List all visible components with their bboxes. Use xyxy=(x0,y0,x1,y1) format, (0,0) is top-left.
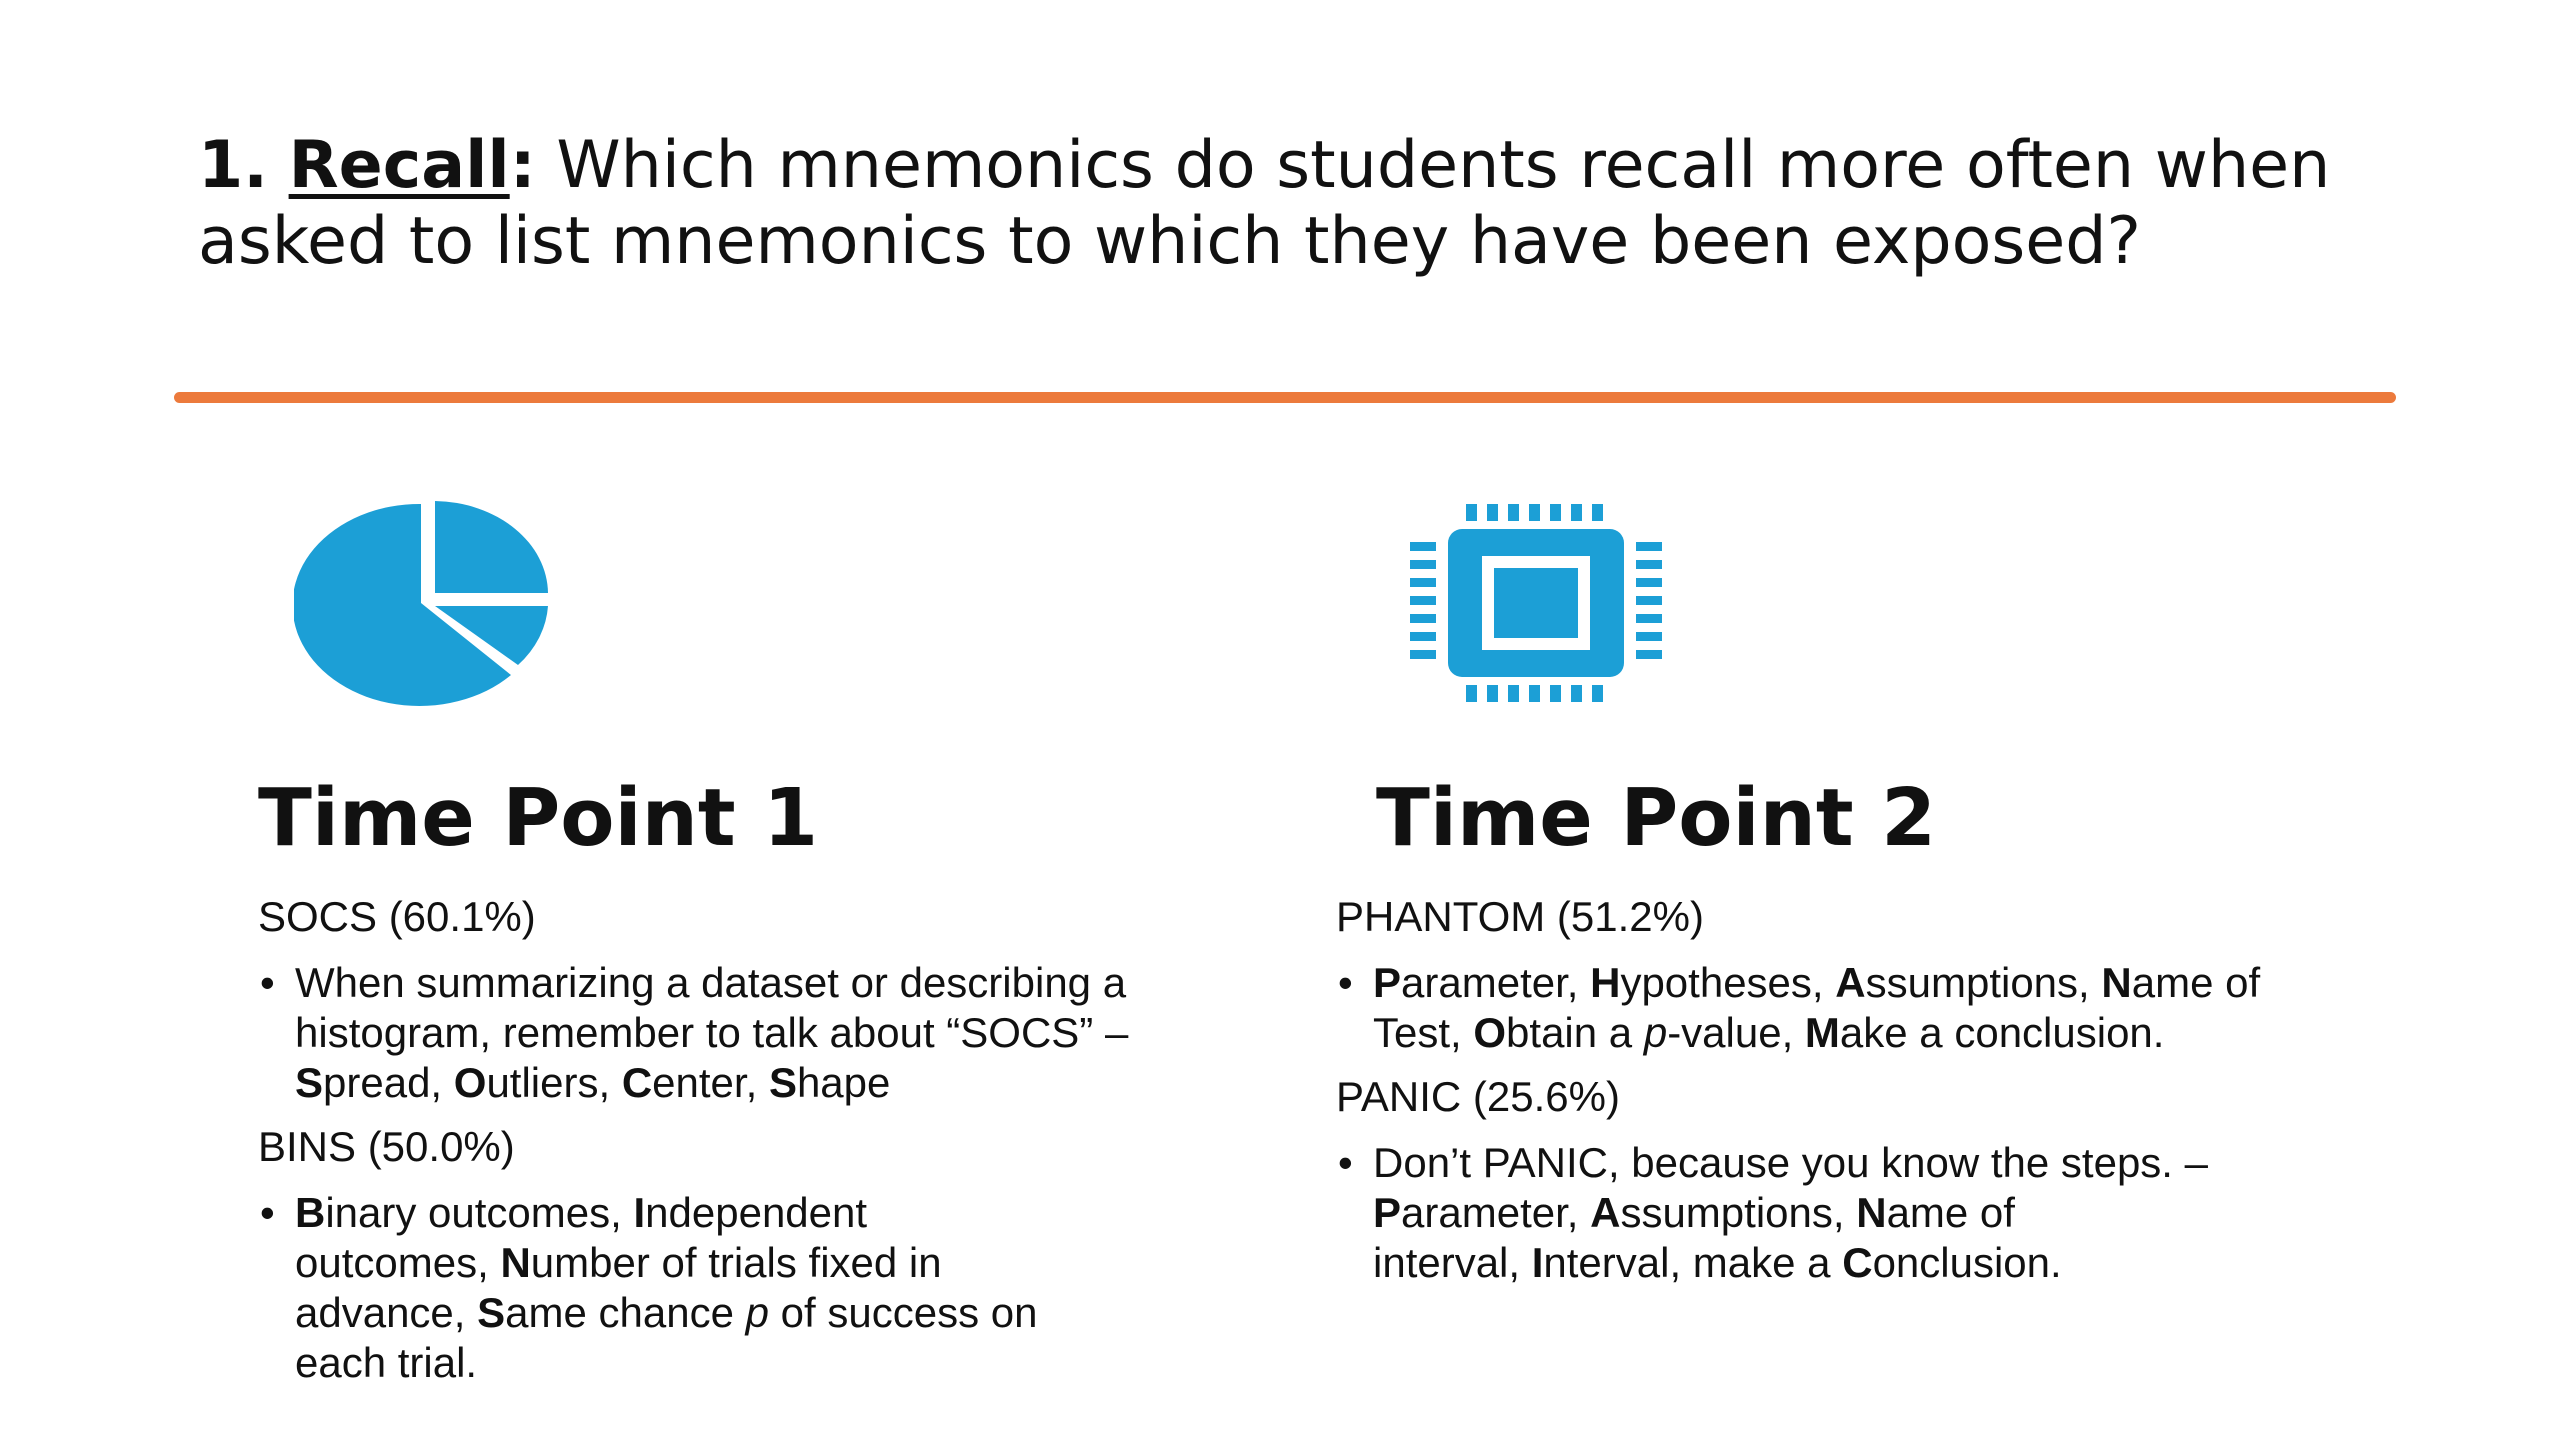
bullet-icon: • xyxy=(260,959,275,1006)
bullet-icon: • xyxy=(1338,959,1353,1006)
pie-chart-icon xyxy=(294,498,548,708)
time-point-1-column xyxy=(258,770,1258,1402)
tp2-mnemonic-description: • Parameter, Hypotheses, Assumptions, Name of Test, Obtain a p-value, Make a conclusion. xyxy=(1338,959,2261,1056)
tp2-mnemonic-label: PANIC (25.6%) xyxy=(1336,1073,1620,1120)
heading-keyword: Recall xyxy=(288,128,510,203)
heading-colon: : xyxy=(509,128,536,203)
time-point-2-column xyxy=(1336,770,2396,1302)
time-point-2-groups xyxy=(1336,892,2396,1288)
processor-chip-icon xyxy=(1408,498,1664,708)
bullet-icon: • xyxy=(1338,1139,1353,1186)
time-point-2-title: Time Point 2 xyxy=(1376,772,1937,864)
bullet-icon: • xyxy=(260,1189,275,1236)
tp2-mnemonic-description: • Don’t PANIC, because you know the steps. – Parameter, Assumptions, Name of interval, Interval, make a Conclusion. xyxy=(1338,1139,2208,1286)
tp1-mnemonic-label: SOCS (60.1%) xyxy=(258,893,536,940)
tp2-mnemonic-label: PHANTOM (51.2%) xyxy=(1336,893,1704,940)
tp1-mnemonic-description: • When summarizing a dataset or describing a histogram, remember to talk about “SOCS” – Spread, Outliers, Center, Shape xyxy=(260,959,1129,1106)
time-point-1-title: Time Point 1 xyxy=(258,772,819,864)
accent-divider xyxy=(174,392,2396,403)
heading-number: 1. xyxy=(198,128,268,203)
heading-question: Which mnemonics do students recall more often when asked to list mnemonics to which they have been exposed? xyxy=(198,128,2331,279)
slide-heading xyxy=(198,128,2438,280)
tp1-mnemonic-label: BINS (50.0%) xyxy=(258,1123,515,1170)
tp1-mnemonic-description: • Binary outcomes, Independent outcomes, Number of trials fixed in advance, Same chance p of success on each trial. xyxy=(260,1189,1038,1386)
time-point-1-groups xyxy=(258,892,1258,1388)
